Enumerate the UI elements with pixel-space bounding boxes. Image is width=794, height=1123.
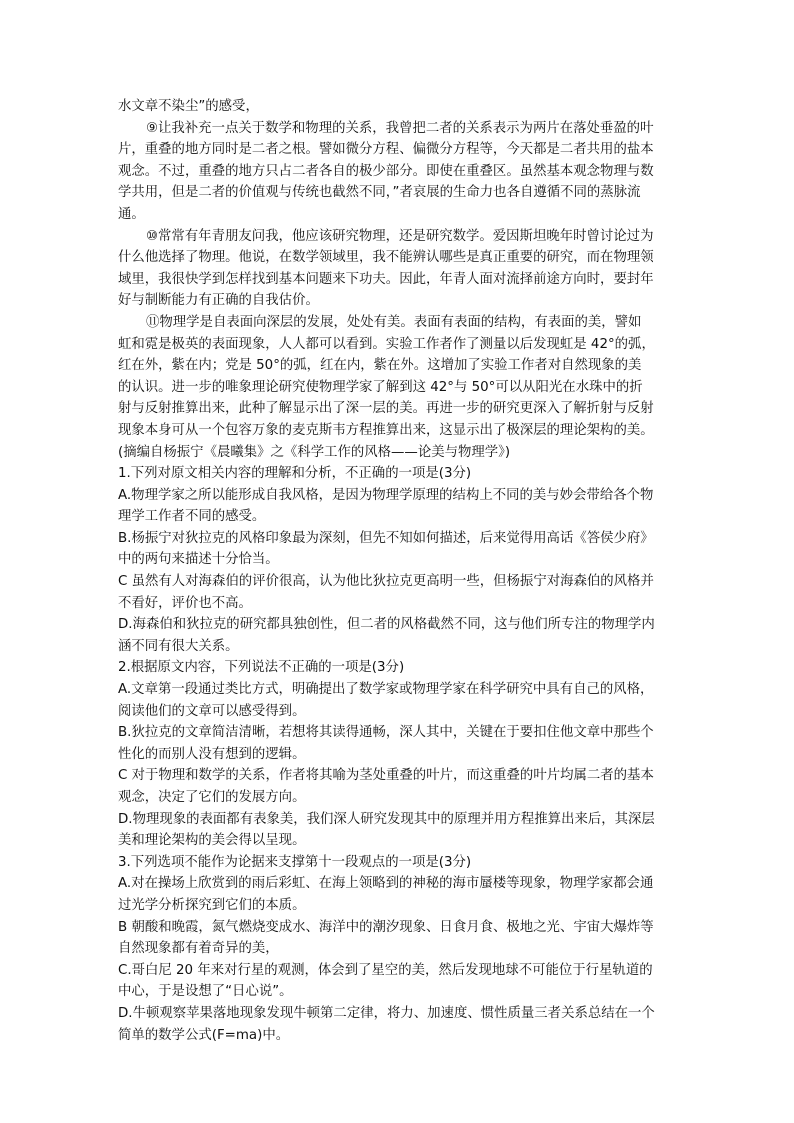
text-line: 学共用，但是二者的价值观与传统也截然不同，”者哀展的生命力也各自遵循不同的蒸脉流 bbox=[118, 185, 641, 201]
text-line: 好与制断能力有正确的自我估价。 bbox=[118, 293, 319, 309]
text-line: 片，重叠的地方同时是二者之根。譬如微分方程、偏微分方程等，今天都是二者共用的盐本 bbox=[118, 142, 654, 158]
question-3-option-c-cont: 中心，于是设想了“日心说”。 bbox=[118, 984, 293, 1000]
document-page bbox=[118, 96, 684, 1046]
text-line: 现象本身可从一个包容万象的麦克斯韦方程推算出来，这显示出了极深层的理论架构的美。 bbox=[118, 422, 654, 438]
text-line: 射与反射推算出来，此种了解显示出了深一层的美。再进一步的研究更深入了解折射与反射 bbox=[118, 401, 654, 417]
question-2-option-b: B.狄拉克的文章简洁清晰，若想将其读得通畅，深人其中，关键在于要扣住他文章中那些个 bbox=[118, 725, 654, 741]
question-1-option-a: A.物理学家之所以能形成自我风格，是因为物理学原理的结构上不同的美与妙会带给各个物 bbox=[118, 487, 654, 503]
question-2-option-d-cont: 美和理论架构的美会得以呈现。 bbox=[118, 833, 306, 849]
question-2-option-c-cont: 观念，决定了它们的发展方向。 bbox=[118, 790, 306, 805]
text-line: 通。 bbox=[118, 206, 145, 222]
text-line: 什么他选择了物理。他说，在数学领域里，我不能辨认哪些是真正重要的研究，而在物理领 bbox=[118, 250, 654, 266]
question-3-option-d-cont: 简单的数学公式(F=ma)中。 bbox=[118, 1027, 290, 1043]
text-line: 观念。不过，重叠的地方只占二者各自的极少部分。即使在重叠区。虽然基本观念物理与数 bbox=[118, 163, 654, 179]
question-3-option-b: B 朝酸和晚霞，氮气燃烧变成水、海洋中的潮汐现象、日食月食、极地之光、宇宙大爆炸等 bbox=[118, 919, 654, 935]
question-2-option-c: C 对于物理和数学的关系，作者将其喻为茎处重叠的叶片，而这重叠的叶片均属二者的基本 bbox=[118, 768, 654, 784]
question-3-option-c: C.哥白尼 20 年来对行星的观测，体会到了星空的美，然后发现地球不可能位于行星轨道的 bbox=[118, 962, 653, 978]
text-line: 的认识。进一步的唯象理论研究使物理学家了解到这 42°与 50°可以从阳光在水珠中的折 bbox=[118, 379, 643, 395]
text-line: 域里，我很快学到怎样找到基本问题来下功夫。因此，年青人面对流择前途方向时，要封年 bbox=[118, 271, 654, 287]
question-1-option-d: D.海森伯和狄拉克的研究都具独创性，但二者的风格截然不同，这与他们所专注的物理学内 bbox=[118, 617, 655, 633]
text-line: 红在外，紫在内；党是 50°的弧，红在内，紫在外。这增加了实验工作者对自然现象的美 bbox=[118, 358, 642, 374]
question-1-option-d-cont: 涵不同有很大关系。 bbox=[118, 638, 239, 654]
question-1-option-a-cont: 理学工作者不同的感受。 bbox=[118, 509, 266, 525]
question-2-option-b-cont: 性化的而别人没有想到的逻辑。 bbox=[118, 746, 306, 762]
question-3-option-a-cont: 过光学分析探究到它们的本质。 bbox=[118, 897, 306, 913]
question-2-option-d: D.物理现象的表面都有表象美，我们深人研究发现其中的原理并用方程推算出来后，其深层 bbox=[118, 811, 655, 827]
paragraph-10-line: ⑩常常有年青朋友问我，他应该研究物理，还是研究数学。爱因斯坦晚年时曾讨论过为 bbox=[146, 228, 654, 244]
question-3-option-d: D.牛顿观察苹果落地现象发现牛顿第二定律，将力、加速度、惯性质量三者关系总结在一个 bbox=[118, 1005, 655, 1021]
question-1-option-c: C 虽然有人对海森伯的评价很高，认为他比狄拉克更高明一些，但杨振宁对海森伯的风格并 bbox=[118, 574, 654, 590]
question-1-option-b-cont: 中的两句来描述十分恰当。 bbox=[118, 552, 279, 568]
paragraph-11-line: ⑪物理学是自表面向深层的发展，处处有美。表面有表面的结构，有表面的美，譬如 bbox=[146, 314, 642, 330]
question-3-option-a: A.对在操场上欣赏到的雨后彩虹、在海上领略到的神秘的海市蜃楼等现象，物理学家都会通 bbox=[118, 876, 654, 892]
question-1-option-c-cont: 不看好，评价也不高。 bbox=[118, 595, 252, 611]
question-1-option-b: B.杨振宁对狄拉克的风格印象最为深刻，但先不知如何描述，后来觉得用高话《答侯少府》 bbox=[118, 530, 654, 546]
question-3-option-b-cont: 自然现象都有着奇异的美， bbox=[118, 941, 279, 957]
question-2-stem: 2.根据原文内容，下列说法不正确的一项是(3分) bbox=[118, 660, 405, 676]
source-citation: (摘编自杨振宁《晨曦集》之《科学工作的风格——论美与物理学》) bbox=[118, 444, 511, 460]
question-2-option-a: A.文章第一段通过类比方式，明确提出了数学家或物理学家在科学研究中具有自己的风格， bbox=[118, 682, 654, 698]
text-line: 虹和霓是极英的表面现象，人人都可以看到。实验工作者作了测量以后发现虹是 42°的弧， bbox=[118, 336, 655, 352]
question-2-option-a-cont: 阅读他们的文章可以感受得到。 bbox=[118, 703, 306, 719]
text-line: 水文章不染尘”的感受， bbox=[118, 99, 259, 114]
paragraph-9-line: ⑨让我补充一点关于数学和物理的关系，我曾把二者的关系表示为两片在落处垂盈的叶 bbox=[146, 120, 654, 136]
question-3-stem: 3.下列选项不能作为论据来支撑第十一段观点的一项是(3分) bbox=[118, 854, 472, 870]
question-1-stem: 1.下列对原文相关内容的理解和分析，不正确的一项是(3分) bbox=[118, 466, 472, 482]
